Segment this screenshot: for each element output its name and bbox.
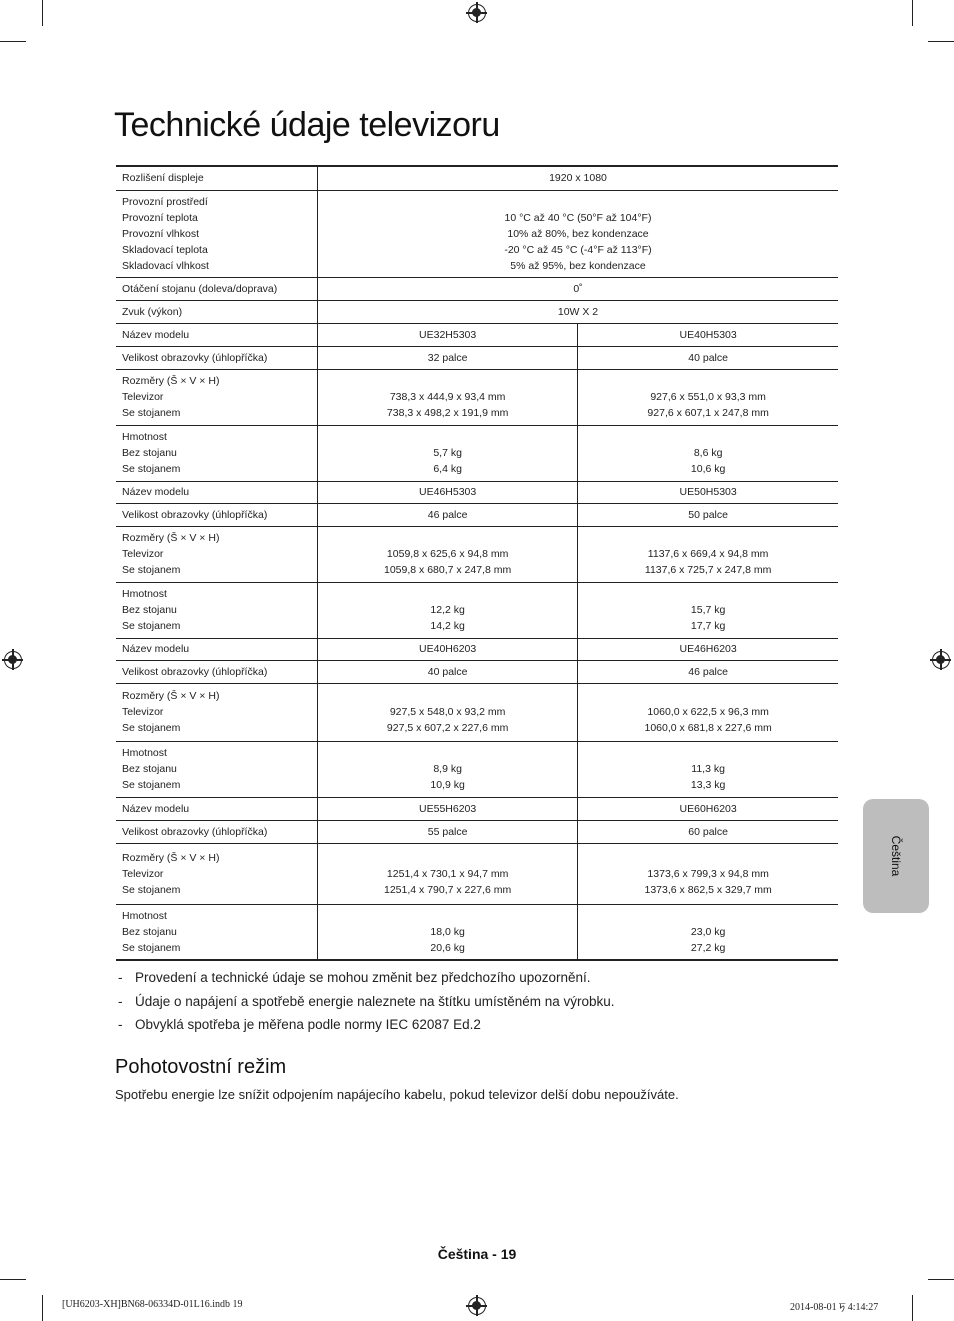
spec-label-cell — [116, 741, 318, 797]
spec-value-cell-right — [578, 683, 838, 741]
note-item — [118, 1017, 615, 1041]
spec-row — [116, 277, 838, 300]
spec-value-cell-left — [318, 425, 578, 481]
note-text: Provedení a technické údaje se mohou změnit bez předchozího upozornění. — [135, 970, 591, 985]
spec-label-cell — [116, 683, 318, 741]
cell-line: 0˚ — [573, 282, 583, 295]
crop-mark — [912, 1295, 913, 1321]
spec-label-cell — [116, 820, 318, 843]
cell-line: 1137,6 x 725,7 x 247,8 mm — [644, 564, 772, 576]
spec-value-cell-right — [578, 904, 838, 960]
cell-line: 1251,4 x 730,1 x 94,7 mm — [386, 867, 509, 880]
cell-line: Hmotnost — [122, 588, 167, 600]
note-item — [118, 970, 615, 994]
spec-row — [116, 425, 838, 481]
cell-line: Velikost obrazovky (úhlopříčka) — [122, 825, 268, 838]
cell-line: Velikost obrazovky (úhlopříčka) — [122, 508, 268, 521]
spec-label-cell — [116, 797, 318, 820]
cell-line: 40 palce — [688, 351, 728, 364]
cell-line: 1373,6 x 799,3 x 94,8 mm — [647, 867, 769, 880]
cell-line: Velikost obrazovky (úhlopříčka) — [122, 665, 268, 678]
cell-line: Zvuk (výkon) — [122, 305, 183, 318]
cell-line: Se stojanem — [122, 883, 181, 896]
cell-line: Skladovací vlhkost — [122, 259, 209, 272]
crop-mark — [42, 0, 43, 26]
cell-line: UE60H6203 — [679, 802, 737, 815]
cell-line: 8,6 kg — [693, 447, 723, 459]
spec-value-cell-left — [318, 843, 578, 904]
cell-line: UE40H5303 — [679, 328, 737, 341]
cell-line: Provozní prostředí — [122, 195, 208, 208]
spec-row — [116, 369, 838, 425]
note-dash: - — [118, 993, 123, 1009]
cell-line: 12,2 kg — [430, 604, 465, 616]
cell-line: UE46H6203 — [679, 643, 737, 655]
spec-row — [116, 904, 838, 960]
note-text: Obvyklá spotřeba je měřena podle normy IEC 62087 Ed.2 — [135, 1017, 481, 1032]
spec-row — [116, 323, 838, 346]
cell-line: UE55H6203 — [419, 802, 477, 815]
spec-value-cell-right — [578, 503, 838, 526]
spec-value-cell — [318, 166, 839, 190]
spec-value-cell-left — [318, 346, 578, 369]
spec-row — [116, 660, 838, 683]
cell-line: 60 palce — [688, 825, 728, 838]
spec-row — [116, 820, 838, 843]
cell-line: 10 °C až 40 °C (50°F až 104°F) — [504, 211, 652, 224]
crop-mark — [0, 41, 26, 42]
spec-value-cell-left — [318, 369, 578, 425]
language-tab — [863, 799, 929, 913]
spec-value-cell-right — [578, 582, 838, 638]
cell-line: Se stojanem — [122, 463, 181, 475]
spec-row — [116, 166, 838, 190]
spec-value-cell-right — [578, 820, 838, 843]
spec-value-cell-left — [318, 526, 578, 582]
cell-line: Hmotnost — [122, 747, 167, 759]
cell-line: Název modelu — [122, 802, 190, 815]
spec-label-cell — [116, 904, 318, 960]
cell-line: 927,5 x 607,2 x 227,6 mm — [386, 722, 509, 734]
registration-mark-icon — [4, 651, 22, 669]
cell-line: 10,9 kg — [430, 779, 465, 791]
spec-value-cell — [318, 190, 839, 277]
standby-text: Spotřebu energie lze snížit odpojením napájecího kabelu, pokud televizor delší dobu nepoužíváte. — [115, 1087, 679, 1102]
spec-row — [116, 683, 838, 741]
cell-line: Název modelu — [122, 643, 190, 655]
spec-label-cell — [116, 638, 318, 660]
cell-line: Se stojanem — [122, 722, 181, 734]
cell-line: 11,3 kg — [691, 763, 725, 775]
cell-line: 50 palce — [688, 508, 728, 521]
crop-mark — [928, 1279, 954, 1280]
cell-line: Bez stojanu — [122, 763, 177, 775]
cell-line: 1060,0 x 681,8 x 227,6 mm — [644, 722, 772, 734]
crop-mark — [42, 1295, 43, 1321]
spec-label-cell — [116, 503, 318, 526]
spec-row — [116, 503, 838, 526]
cell-line: Rozlišení displeje — [122, 172, 204, 185]
cell-line: 10% až 80%, bez kondenzace — [507, 227, 649, 240]
print-slug-timestamp: 2014-08-01 ꠠ 4:14:27 — [790, 1302, 879, 1313]
spec-label-cell — [116, 300, 318, 323]
spec-value-cell-right — [578, 323, 838, 346]
language-tab-label: Čeština — [889, 835, 903, 877]
spec-row — [116, 582, 838, 638]
cell-line: Se stojanem — [122, 407, 181, 419]
spec-row — [116, 843, 838, 904]
cell-line: Se stojanem — [122, 779, 181, 791]
spec-label-cell — [116, 346, 318, 369]
cell-line: Rozměry (Š × V × H) — [122, 532, 220, 544]
spec-value-cell-left — [318, 683, 578, 741]
cell-line: 1059,8 x 625,6 x 94,8 mm — [386, 548, 509, 560]
spec-value-cell-right — [578, 526, 838, 582]
cell-line: 1059,8 x 680,7 x 247,8 mm — [384, 564, 512, 576]
cell-line: Televizor — [122, 391, 164, 403]
cell-line: Se stojanem — [122, 941, 181, 954]
cell-line: 927,6 x 551,0 x 93,3 mm — [650, 391, 766, 403]
cell-line: 8,9 kg — [433, 763, 462, 775]
spec-row — [116, 797, 838, 820]
cell-line: Otáčení stojanu (doleva/doprava) — [122, 282, 278, 295]
spec-value-cell — [318, 300, 839, 323]
spec-row — [116, 526, 838, 582]
spec-label-cell — [116, 526, 318, 582]
cell-line: 46 palce — [688, 665, 728, 678]
cell-line: 14,2 kg — [430, 620, 465, 632]
page-title: Technické údaje televizoru — [114, 106, 500, 144]
cell-line: Bez stojanu — [122, 447, 177, 459]
spec-label-cell — [116, 369, 318, 425]
cell-line: 1373,6 x 862,5 x 329,7 mm — [644, 883, 772, 896]
spec-label-cell — [116, 425, 318, 481]
cell-line: Bez stojanu — [122, 604, 177, 616]
spec-label-cell — [116, 582, 318, 638]
spec-label-cell — [116, 323, 318, 346]
cell-line: 1251,4 x 790,7 x 227,6 mm — [384, 883, 512, 896]
cell-line: 40 palce — [427, 665, 468, 678]
spec-label-cell — [116, 843, 318, 904]
cell-line: Televizor — [122, 867, 164, 880]
cell-line: Televizor — [122, 706, 164, 718]
crop-mark — [0, 1279, 26, 1280]
note-text: Údaje o napájení a spotřebě energie naleznete na štítku umístěném na výrobku. — [135, 993, 615, 1009]
cell-line: 10W X 2 — [557, 305, 599, 318]
spec-value-cell-right — [578, 481, 838, 503]
cell-line: 18,0 kg — [430, 925, 465, 938]
spec-row — [116, 481, 838, 503]
print-slug-file: [UH6203-XH]BN68-06334D-01L16.indb 19 — [62, 1299, 243, 1310]
cell-line: 27,2 kg — [690, 941, 726, 954]
cell-line: 55 palce — [427, 825, 468, 838]
spec-value-cell-left — [318, 741, 578, 797]
spec-label-cell — [116, 277, 318, 300]
cell-line: 927,5 x 548,0 x 93,2 mm — [389, 706, 506, 718]
standby-heading: Pohotovostní režim — [115, 1056, 287, 1078]
spec-value-cell-left — [318, 481, 578, 503]
spec-value-cell-right — [578, 660, 838, 683]
cell-line: 23,0 kg — [690, 925, 726, 938]
cell-line: 17,7 kg — [690, 620, 726, 632]
cell-line: 32 palce — [427, 351, 468, 364]
cell-line: 1060,0 x 622,5 x 96,3 mm — [647, 706, 769, 718]
note-dash: - — [118, 1017, 123, 1032]
cell-line: Se stojanem — [122, 620, 181, 632]
cell-line: 13,3 kg — [690, 779, 726, 791]
spec-value-cell-left — [318, 904, 578, 960]
cell-line: UE32H5303 — [419, 328, 477, 341]
spec-row — [116, 190, 838, 277]
registration-mark-icon — [468, 1297, 486, 1315]
note-item — [118, 994, 615, 1018]
spec-value-cell-left — [318, 503, 578, 526]
cell-line: 46 palce — [427, 508, 468, 521]
spec-value-cell-left — [318, 582, 578, 638]
spec-value-cell-right — [578, 346, 838, 369]
cell-line: UE46H5303 — [419, 486, 477, 498]
page-number: Čeština - 19 — [437, 1246, 517, 1262]
spec-value-cell-right — [578, 843, 838, 904]
cell-line: Hmotnost — [122, 431, 167, 443]
spec-label-cell — [116, 660, 318, 683]
cell-line: 738,3 x 498,2 x 191,9 mm — [386, 407, 509, 419]
cell-line: 927,6 x 607,1 x 247,8 mm — [647, 407, 769, 419]
spec-value-cell — [318, 277, 839, 300]
cell-line: Televizor — [122, 548, 164, 560]
cell-line: Provozní teplota — [122, 211, 198, 224]
cell-line: 20,6 kg — [430, 941, 465, 954]
spec-label-cell — [116, 481, 318, 503]
crop-mark — [928, 41, 954, 42]
spec-value-cell-left — [318, 660, 578, 683]
spec-value-cell-left — [318, 797, 578, 820]
cell-line: -20 °C až 45 °C (-4°F až 113°F) — [504, 243, 652, 256]
cell-line: 6,4 kg — [433, 463, 462, 475]
crop-mark — [912, 0, 913, 26]
spec-row — [116, 638, 838, 660]
cell-line: Provozní vlhkost — [122, 227, 200, 240]
spec-value-cell-right — [578, 741, 838, 797]
cell-line: Název modelu — [122, 486, 190, 498]
cell-line: Rozměry (Š × V × H) — [122, 690, 220, 702]
spec-table — [116, 165, 838, 961]
spec-value-cell-right — [578, 638, 838, 660]
cell-line: Hmotnost — [122, 909, 167, 922]
spec-value-cell-left — [318, 638, 578, 660]
cell-line: 1137,6 x 669,4 x 94,8 mm — [647, 548, 769, 560]
registration-mark-icon — [932, 651, 950, 669]
cell-line: 5,7 kg — [433, 447, 462, 459]
spec-row — [116, 346, 838, 369]
cell-line: 10,6 kg — [690, 463, 726, 475]
spec-label-cell — [116, 190, 318, 277]
cell-line: 5% až 95%, bez kondenzace — [510, 259, 646, 272]
cell-line: UE40H6203 — [419, 643, 477, 655]
cell-line: Se stojanem — [122, 564, 181, 576]
cell-line: Název modelu — [122, 328, 190, 341]
cell-line: 15,7 kg — [690, 604, 726, 616]
cell-line: UE50H5303 — [679, 486, 737, 498]
registration-mark-icon — [468, 4, 486, 22]
notes-list — [118, 970, 615, 1041]
cell-line: Bez stojanu — [122, 925, 177, 938]
cell-line: Rozměry (Š × V × H) — [122, 851, 220, 864]
spec-row — [116, 741, 838, 797]
spec-value-cell-left — [318, 820, 578, 843]
spec-value-cell-left — [318, 323, 578, 346]
cell-line: Velikost obrazovky (úhlopříčka) — [122, 351, 268, 364]
spec-row — [116, 300, 838, 323]
cell-line: Skladovací teplota — [122, 243, 208, 256]
spec-label-cell — [116, 166, 318, 190]
note-dash: - — [118, 970, 123, 985]
cell-line: Rozměry (Š × V × H) — [122, 375, 220, 387]
spec-value-cell-right — [578, 425, 838, 481]
cell-line: 1920 x 1080 — [549, 172, 607, 185]
spec-value-cell-right — [578, 369, 838, 425]
spec-value-cell-right — [578, 797, 838, 820]
cell-line: 738,3 x 444,9 x 93,4 mm — [389, 391, 506, 403]
